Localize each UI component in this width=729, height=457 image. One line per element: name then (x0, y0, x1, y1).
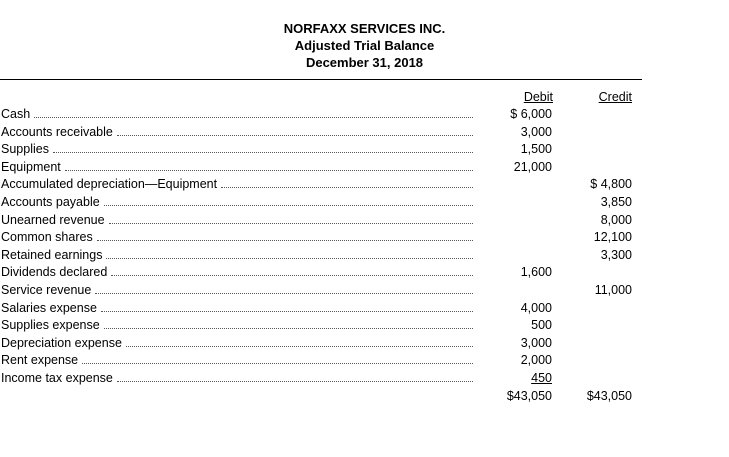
dot-leader (95, 282, 473, 294)
credit-amount: $ 4,800 (590, 177, 632, 192)
company-name: NORFAXX SERVICES INC. (283, 21, 446, 36)
dot-leader (117, 124, 473, 136)
account-name: Salaries expense (1, 300, 97, 315)
debit-column-header: Debit (523, 90, 553, 104)
table-row (0, 282, 729, 300)
table-row (0, 141, 729, 159)
table-row (0, 106, 729, 124)
debit-amount: 500 (531, 318, 552, 333)
credit-amount: 11,000 (594, 282, 632, 297)
trial-balance-table (0, 106, 729, 405)
credit-total: $43,050 (586, 388, 632, 403)
debit-amount: 2,000 (520, 353, 552, 368)
dot-leader (109, 212, 473, 224)
totals-row (0, 388, 729, 406)
table-row (0, 229, 729, 247)
dot-leader (104, 317, 473, 329)
dot-leader (101, 300, 473, 312)
account-name: Common shares (1, 230, 93, 245)
credit-amount: 3,850 (600, 194, 632, 209)
debit-amount (480, 370, 552, 388)
account-name: Service revenue (1, 282, 92, 297)
table-row (0, 176, 729, 194)
debit-amount: 3,000 (520, 335, 552, 350)
header-divider (0, 79, 642, 80)
table-row (0, 335, 729, 353)
dot-leader (111, 264, 473, 276)
table-row (0, 264, 729, 282)
table-row (0, 159, 729, 177)
dot-leader (97, 229, 473, 241)
dot-leader (117, 370, 473, 382)
debit-amount: 1,600 (520, 265, 552, 280)
debit-amount: 21,000 (513, 159, 552, 174)
credit-column-header: Credit (598, 90, 632, 104)
table-row (0, 317, 729, 335)
account-name: Dividends declared (1, 265, 108, 280)
account-name: Supplies (1, 142, 49, 157)
dot-leader (82, 352, 473, 364)
dot-leader (104, 194, 473, 206)
account-name: Cash (1, 107, 31, 121)
table-row (0, 370, 729, 388)
last-debit-underlined: 450 (531, 370, 552, 385)
debit-total: $43,050 (506, 388, 552, 403)
debit-amount: $ 6,000 (510, 107, 552, 121)
statement-title: Adjusted Trial Balance (294, 38, 435, 53)
credit-amount: 8,000 (600, 212, 632, 227)
table-row (0, 300, 729, 318)
account-name: Accumulated depreciation—Equipment (1, 177, 218, 192)
account-name: Income tax expense (1, 370, 113, 385)
table-row (0, 212, 729, 230)
table-row (0, 352, 729, 370)
dot-leader (106, 247, 473, 259)
account-name: Depreciation expense (1, 335, 122, 350)
dot-leader (34, 106, 473, 118)
dot-leader (65, 159, 473, 171)
account-name: Retained earnings (1, 247, 103, 262)
account-name: Unearned revenue (1, 212, 105, 227)
dot-leader (221, 176, 473, 188)
debit-amount: 1,500 (520, 142, 552, 157)
table-row (0, 247, 729, 265)
account-name: Equipment (1, 159, 61, 174)
account-name: Rent expense (1, 353, 79, 368)
table-row (0, 194, 729, 212)
credit-amount: 3,300 (600, 247, 632, 262)
dot-leader (126, 335, 473, 347)
statement-date: December 31, 2018 (305, 55, 424, 70)
account-name: Supplies expense (1, 318, 100, 333)
account-name: Accounts receivable (1, 124, 113, 139)
account-name: Accounts payable (1, 194, 100, 209)
dot-leader (53, 141, 473, 153)
debit-amount: 4,000 (520, 300, 552, 315)
credit-amount: 12,100 (593, 230, 632, 245)
table-row (0, 124, 729, 142)
debit-amount: 3,000 (520, 124, 552, 139)
